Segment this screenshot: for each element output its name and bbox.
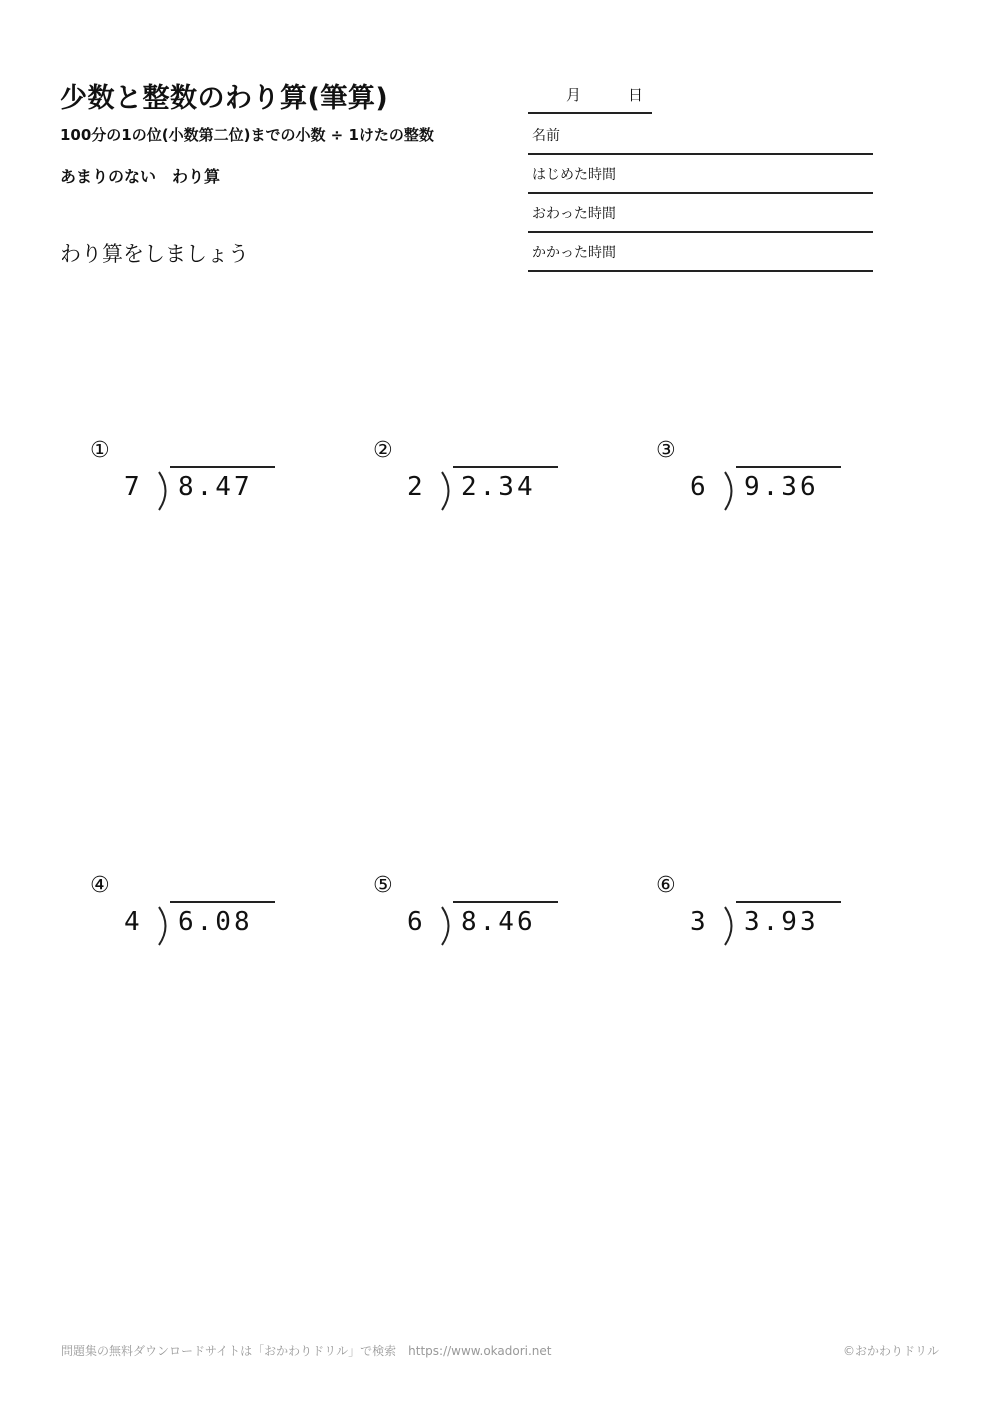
division-bar — [453, 466, 558, 468]
dividend: 9.36 — [744, 472, 819, 502]
division-bracket-icon — [722, 471, 740, 511]
problem-number: ⑤ — [373, 873, 393, 898]
problem-3 — [656, 438, 886, 508]
division-bar — [170, 466, 275, 468]
divisor: 6 — [407, 907, 423, 937]
divisor: 6 — [690, 472, 706, 502]
footer-copyright: ©おかわりドリル — [843, 1344, 940, 1358]
worksheet-subtitle: 100分の1の位(小数第二位)までの小数 ÷ 1けたの整数 — [60, 126, 434, 144]
month-label: 月 — [566, 86, 582, 104]
start-time-label: はじめた時間 — [532, 167, 616, 183]
instruction-text: わり算をしましょう — [60, 242, 249, 266]
division-bracket-icon — [439, 906, 457, 946]
divisor: 2 — [407, 472, 423, 502]
start-time-field[interactable] — [528, 154, 873, 194]
division-bar — [736, 466, 841, 468]
problem-number: ④ — [90, 873, 110, 898]
date-field[interactable] — [528, 82, 652, 114]
divisor: 4 — [124, 907, 140, 937]
dividend: 8.46 — [461, 907, 536, 937]
dividend: 3.93 — [744, 907, 819, 937]
problem-number: ③ — [656, 438, 676, 463]
problem-number: ② — [373, 438, 393, 463]
elapsed-time-label: かかった時間 — [532, 245, 616, 261]
problem-5 — [373, 873, 603, 943]
division-bracket-icon — [722, 906, 740, 946]
problem-number: ⑥ — [656, 873, 676, 898]
dividend: 2.34 — [461, 472, 536, 502]
worksheet-title: 少数と整数のわり算(筆算) — [60, 83, 389, 114]
name-field[interactable] — [528, 115, 873, 155]
footer-site-info: 問題集の無料ダウンロードサイトは「おかわりドリル」で検索 https://www.okadori.net — [61, 1344, 552, 1358]
division-bracket-icon — [439, 471, 457, 511]
division-bar — [453, 901, 558, 903]
problem-number: ① — [90, 438, 110, 463]
problem-6 — [656, 873, 886, 943]
problem-4 — [90, 873, 320, 943]
day-label: 日 — [628, 86, 644, 104]
division-bracket-icon — [156, 906, 174, 946]
end-time-field[interactable] — [528, 193, 873, 233]
worksheet-condition: あまりのない わり算 — [60, 167, 221, 186]
division-bar — [736, 901, 841, 903]
divisor: 3 — [690, 907, 706, 937]
elapsed-time-field[interactable] — [528, 232, 873, 272]
problem-2 — [373, 438, 603, 508]
name-label: 名前 — [532, 128, 560, 144]
end-time-label: おわった時間 — [532, 206, 616, 222]
divisor: 7 — [124, 472, 140, 502]
dividend: 6.08 — [178, 907, 253, 937]
division-bar — [170, 901, 275, 903]
division-bracket-icon — [156, 471, 174, 511]
problem-1 — [90, 438, 320, 508]
dividend: 8.47 — [178, 472, 253, 502]
